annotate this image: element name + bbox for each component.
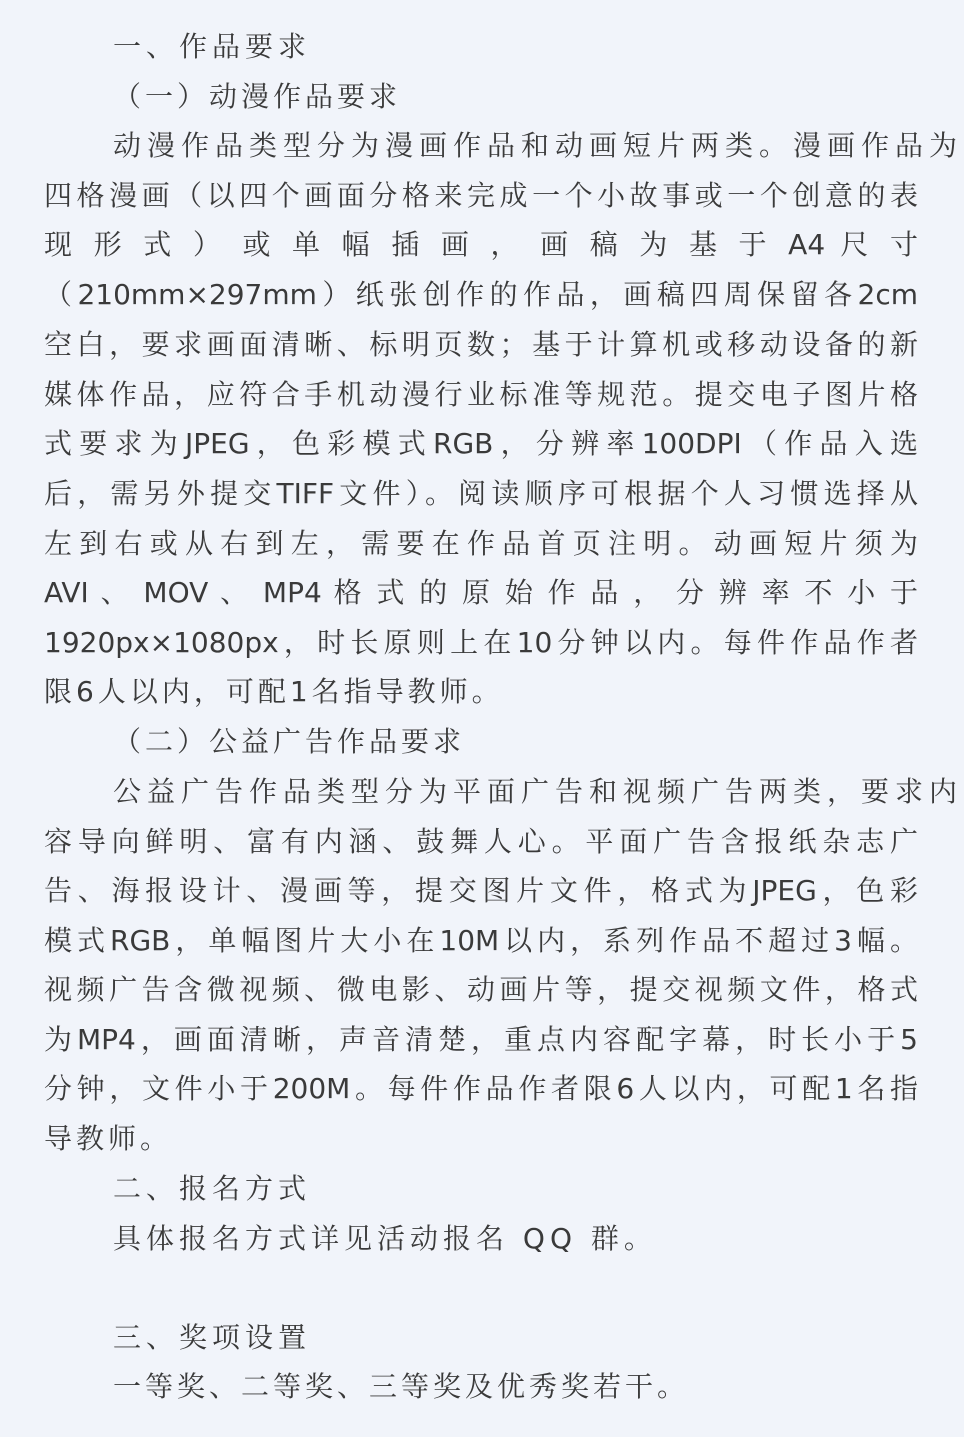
paragraph-line: 空白，要求画面清晰、标明页数；基于计算机或移动设备的新 (44, 328, 918, 361)
paragraph-line: 为MP4，画面清晰，声音清楚，重点内容配字幕，时长小于5 (44, 1023, 918, 1056)
section-heading-requirements: 一、作品要求 (113, 30, 312, 63)
paragraph-line: 视频广告含微视频、微电影、动画片等，提交视频文件，格式 (44, 973, 918, 1006)
subsection-heading-psa: （二）公益广告作品要求 (113, 725, 466, 758)
section-heading-awards: 三、奖项设置 (113, 1321, 312, 1354)
paragraph-line: 现 形 式 ） 或 单 幅 插 画 ， 画 稿 为 基 于 A4 尺 寸 (44, 228, 918, 261)
paragraph-line: 容导向鲜明、富有内涵、鼓舞人心。平面广告含报纸杂志广 (44, 825, 918, 858)
section-heading-registration: 二、报名方式 (113, 1172, 312, 1205)
paragraph-line: AVI 、 MOV 、 MP4 格 式 的 原 始 作 品 ， 分 辨 率 不 小 于 (44, 576, 918, 609)
paragraph-line: 告、海报设计、漫画等，提交图片文件，格式为JPEG，色彩 (44, 874, 918, 907)
paragraph-line: 导教师。 (44, 1122, 173, 1155)
paragraph-line: 后，需另外提交TIFF文件）。阅读顺序可根据个人习惯选择从 (44, 477, 918, 510)
paragraph-line: 一等奖、二等奖、三等奖及优秀奖若干。 (113, 1370, 690, 1403)
paragraph-line: 式要求为JPEG，色彩模式RGB，分辨率100DPI（作品入选 (44, 427, 918, 460)
paragraph-line: 1920px×1080px，时长原则上在10分钟以内。每件作品作者 (44, 626, 918, 659)
paragraph-line: 四格漫画（以四个画面分格来完成一个小故事或一个创意的表 (44, 179, 918, 212)
paragraph-line: （210mm×297mm）纸张创作的作品，画稿四周保留各2cm (44, 278, 918, 311)
paragraph-line: 动漫作品类型分为漫画作品和动画短片两类。漫画作品为 (113, 129, 964, 162)
subsection-heading-animation: （一）动漫作品要求 (113, 80, 402, 113)
paragraph-line: 模式RGB，单幅图片大小在10M以内，系列作品不超过3幅。 (44, 924, 918, 957)
paragraph-line: 媒体作品，应符合手机动漫行业标准等规范。提交电子图片格 (44, 378, 918, 411)
paragraph-line: 公益广告作品类型分为平面广告和视频广告两类，要求内 (113, 775, 964, 808)
paragraph-line: 左到右或从右到左，需要在作品首页注明。动画短片须为 (44, 527, 918, 560)
paragraph-line: 分钟，文件小于200M。每件作品作者限6人以内，可配1名指 (44, 1072, 918, 1105)
paragraph-line: 限6人以内，可配1名指导教师。 (44, 675, 504, 708)
paragraph-line: 具体报名方式详见活动报名 QQ 群。 (113, 1222, 657, 1255)
